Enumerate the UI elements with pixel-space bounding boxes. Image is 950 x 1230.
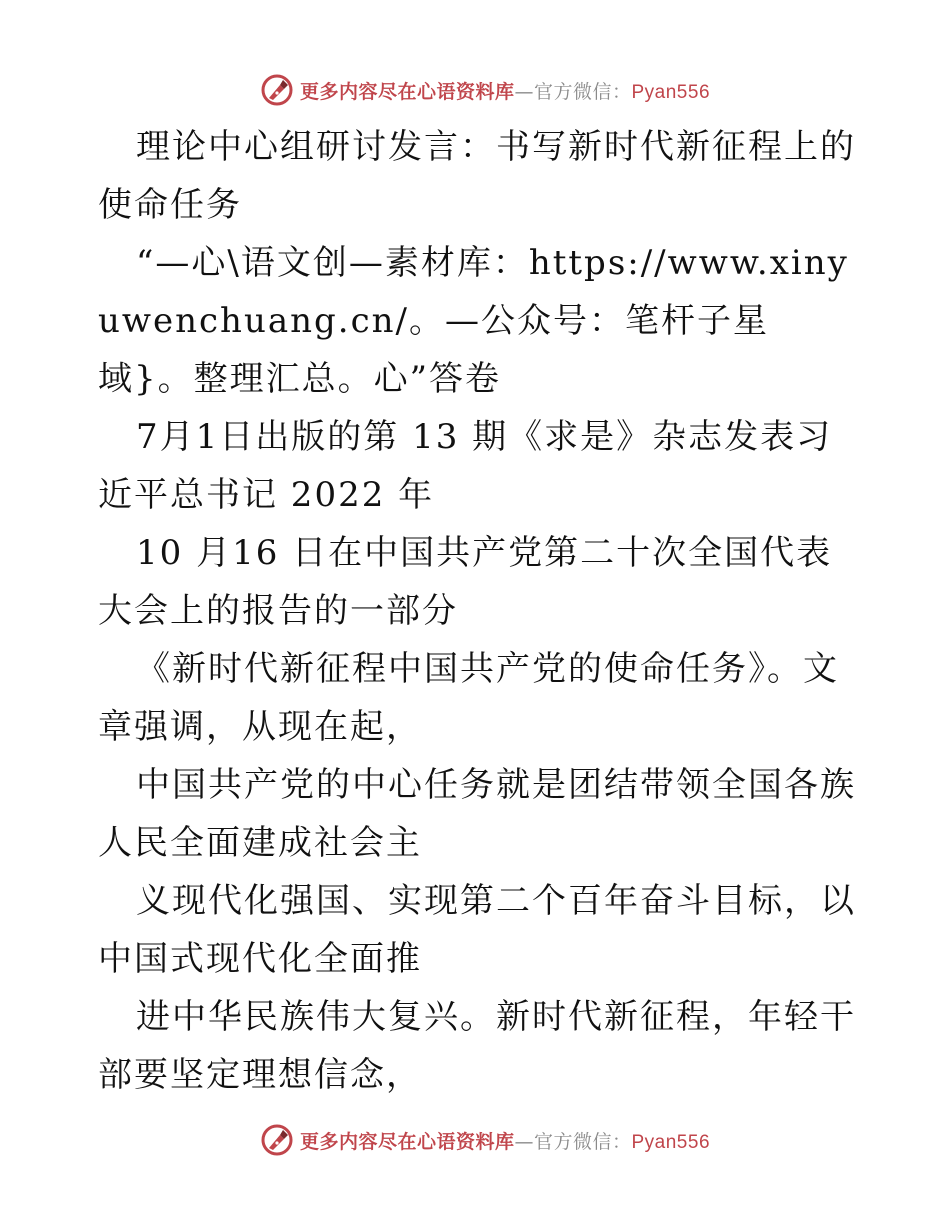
paragraph-7: 义现代化强国、实现第二个百年奋斗目标，以中国式现代化全面推: [98, 881, 856, 979]
header-banner: [0, 70, 950, 110]
header-banner-separator: —: [514, 80, 534, 103]
paragraph-4: 10 月16 日在中国共产党第二十次全国代表大会上的报告的一部分: [98, 533, 833, 631]
pen-nib-circle-icon: [260, 73, 294, 107]
header-banner-wechat-label: 官方微信：: [533, 80, 632, 103]
paragraph-source-note: “—心\语文创—素材库：https://www.xinyuwenchuang.cn/。—公众号：笔杆子星域}。整理汇总。心”答卷: [98, 243, 849, 399]
footer-banner-wechat-label: 官方微信：: [533, 1130, 632, 1153]
footer-banner-wechat-id: Pyan556: [631, 1131, 711, 1153]
footer-banner: [0, 1120, 950, 1160]
header-banner-wechat-id: Pyan556: [631, 81, 711, 103]
footer-banner-separator: —: [514, 1130, 534, 1153]
document-body: [98, 118, 858, 1104]
paragraph-5: 《新时代新征程中国共产党的使命任务》。文章强调，从现在起，: [98, 649, 839, 747]
header-banner-main-text: 更多内容尽在心语资料库: [299, 80, 515, 103]
paragraph-8: 进中华民族伟大复兴。新时代新征程，年轻干部要坚定理想信念，: [98, 997, 856, 1095]
paragraph-3: 7月1日出版的第 13 期《求是》杂志发表习近平总书记 2022 年: [98, 417, 833, 515]
paragraph-title: 理论中心组研讨发言：书写新时代新征程上的使命任务: [98, 127, 856, 225]
header-banner-content: [260, 73, 710, 107]
paragraph-6: 中国共产党的中心任务就是团结带领全国各族人民全面建成社会主: [98, 765, 856, 863]
footer-banner-content: [260, 1123, 710, 1157]
pen-nib-circle-icon: [260, 1123, 294, 1157]
footer-banner-main-text: 更多内容尽在心语资料库: [299, 1130, 515, 1153]
